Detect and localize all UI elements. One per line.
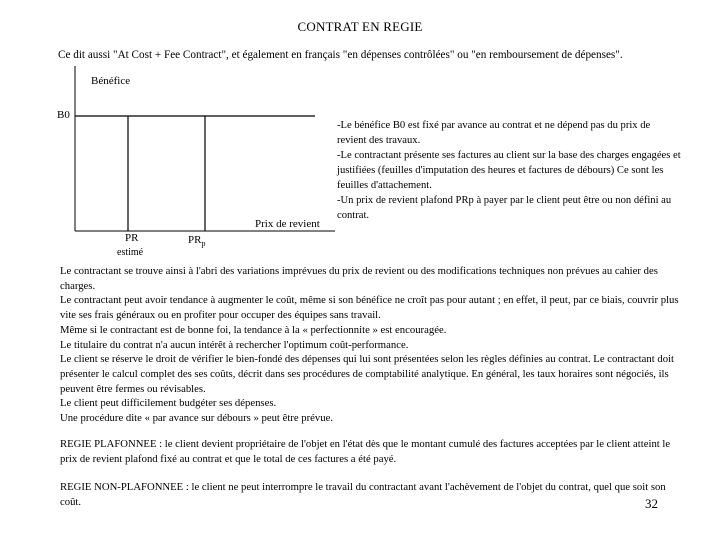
paragraph: Le contractant peut avoir tendance à augmenter le coût, même si son bénéfice ne croît pas pour autant ; en effet, il peut, par ce biais, couvrir plus vite ses frais généraux ou en profiter pour occuper des équipes sans travail.: [60, 294, 679, 322]
regie-plafonnee-text: REGIE PLAFONNEE : le client devient propriétaire de l'objet en l'état dès que le montant cumulé des factures acceptées par le client atteint le prix de revient plafond fixé au contrat et que le total de ces factures a été payé.: [60, 438, 671, 465]
prp-label-main: PR: [188, 234, 202, 246]
prp-label-sub: p: [201, 239, 206, 249]
paragraph: Le titulaire du contrat n'a aucun intérêt à rechercher l'optimum coût-performance.: [60, 338, 409, 351]
prp-label: [188, 234, 205, 248]
side-note: -Le contractant présente ses factures au client sur la base des charges engagées et justifiées (feuilles d'imputation des heures et factures de débours) Ce sont les feuilles d'attachement.: [337, 150, 681, 191]
side-note: -Un prix de revient plafond PRp à payer par le client peut être ou non défini au contrat.: [337, 195, 672, 221]
paragraph: Le client peut difficilement budgéter ses dépenses.: [60, 397, 277, 410]
paragraph: Le contractant se trouve ainsi à l'abri des variations imprévues du prix de revient ou des modifications techniques non prévues au cahier des charges.: [60, 265, 658, 292]
b0-label: B0: [57, 109, 70, 121]
page-title: CONTRAT EN REGIE: [297, 19, 423, 34]
pr-estime-label: PR: [125, 232, 139, 244]
body-text: [60, 264, 685, 426]
y-axis-label: Bénéfice: [91, 75, 131, 87]
page-number: 32: [645, 496, 658, 511]
paragraph: Le client se réserve le droit de vérifier le bien-fondé des dépenses qui lui sont présentées selon les règles définies au contrat. Le contractant doit présenter le calcul complet des ses coûts, décrit dans ses procédures de comptabilité analytique. En général, les taux horaires sont négociés, ils peuvent être fermes ou révisables.: [60, 353, 675, 395]
regie-non-plafonnee-text: REGIE NON-PLAFONNEE : le client ne peut interrompre le travail du contractant avant l'achèvement de l'objet du contrat, quel que soit son coût.: [60, 481, 666, 508]
paragraph: Même si le contractant est de bonne foi, la tendance à la « perfectionnite » est encouragée.: [60, 323, 447, 336]
pr-estime-sub: estimé: [117, 247, 144, 258]
x-axis-label: Prix de revient: [255, 218, 320, 230]
subtitle: Ce dit aussi "At Cost + Fee Contract", et également en français "en dépenses contrôlées" ou "en remboursement de dépenses".: [58, 49, 623, 61]
paragraph: Une procédure dite « par avance sur débours » peut être prévue.: [60, 412, 334, 425]
side-note: -Le bénéfice B0 est fixé par avance au contrat et ne dépend pas du prix de revient des travaux.: [337, 120, 651, 146]
side-notes: [337, 118, 682, 223]
